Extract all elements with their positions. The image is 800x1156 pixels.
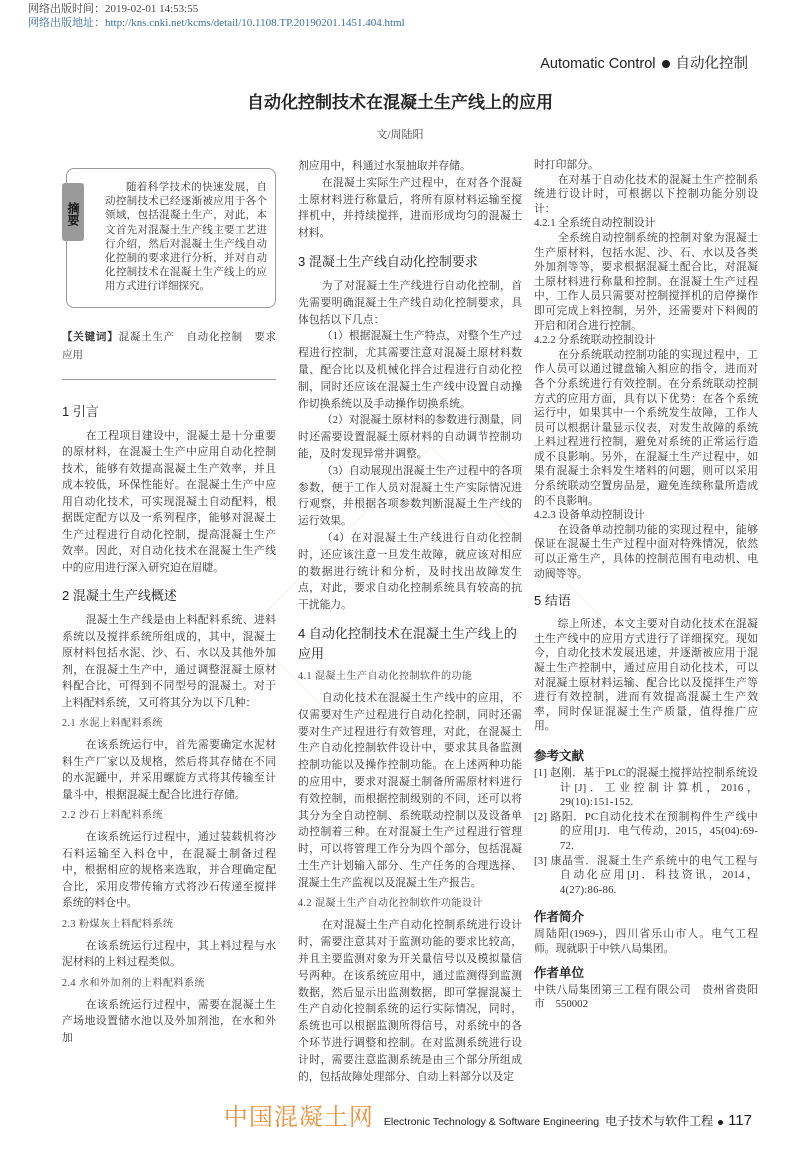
paragraph: 综上所述，本文主要对自动化技术在混凝土生产线中的应用方式进行了详细探究。现如今，自动化技术发展迅速，并逐渐被应用于混凝土生产控制中，通过应用自动化技术，可以对混凝土原材料运输、配合比以及搅拌生产等进行有效控制，进而有效提高混凝土生产效率，同时保证混凝土生产质量，值得推广应用。	[534, 618, 758, 733]
url-link[interactable]: http://kns.cnki.net/kcms/detail/10.1108.TP.20190201.1451.404.html	[105, 17, 405, 29]
paragraph: 为了对混凝土生产线进行自动化控制，首先需要明确混凝土生产线自动化控制要求，具体包括以下几点：	[298, 279, 522, 326]
heading-s5: 5 结语	[534, 593, 571, 609]
heading-s4: 4 自动化控制技术在混凝土生产线上的应用	[298, 625, 517, 661]
paragraph: 混凝土生产线是由上料配料系统、进料系统以及搅拌系统所组成的，其中，混凝土原材料包括水泥、沙、石、水以及其他外加剂，在混凝土生产中，通过调整混凝土原材料配合比，可得到不同型号的混凝土。对于上料配料系统，又可将其分为以下几种：	[62, 614, 276, 709]
article-columns	[0, 158, 800, 1085]
article-author: 文/周陆阳	[376, 129, 424, 141]
time-label: 网络出版时间：	[28, 3, 105, 15]
heading-s423: 4.2.3 设备单动控制设计	[534, 509, 645, 522]
paragraph: 在设备单动控制功能的实现过程中，能够保证在混凝土生产过程中面对特殊情况，依然可以正常生产，具体的控制范围有电动机、电动阀等等。	[534, 523, 758, 580]
page-footer	[0, 1085, 800, 1156]
keywords	[62, 328, 287, 365]
article-title: 自动化控制技术在混凝土生产线上的应用	[247, 93, 553, 112]
heading-s422: 4.2.2 分系统联动控制设计	[534, 334, 656, 347]
requirement-4: （4）在对混凝土生产线进行自动化控制时，还应该注意一旦发生故障，就应该对相应的数据进行统计和分析，及时找出故障发生点，对此，要求自动化控制系统具有较高的抗干扰能力。	[298, 531, 522, 612]
section-tag-cn: 自动化控制	[675, 56, 748, 72]
requirement-3: （3）自动展现出混凝土生产过程中的各项参数，便于工作人员对混凝土生产实际情况进行观察，并根据各项参数判断混凝土生产线的运行效果。	[298, 464, 522, 528]
reference-item: [2] 路阳．PC自动化技术在预制构件生产线中的应用[J]．电气传动，2015，45(04):69-72.	[534, 810, 758, 852]
section-tag	[540, 52, 748, 73]
time-value: 2019-02-01 14:53:55	[105, 3, 199, 15]
middle-column	[298, 158, 522, 1085]
right-column	[534, 158, 758, 1012]
heading-s1: 1 引言	[62, 403, 99, 419]
author-bio-text: 周陆阳(1969-)，四川省乐山市人。电气工程师。现就职于中铁八局集团。	[534, 928, 758, 955]
paragraph: 在该系统运行中，首先需要确定水泥材料生产厂家以及规格，然后将其存储在不同的水泥罐中，并采用螺旋方式将其传输至计量斗中，根据混凝土配合比进行存储。	[62, 739, 276, 801]
heading-s2: 2 混凝土生产线概述	[62, 588, 177, 604]
url-label: 网络出版地址：	[28, 17, 105, 29]
journal-name-en: Electronic Technology & Software Engineering	[383, 1116, 600, 1129]
abstract-box	[66, 168, 276, 308]
paragraph: 在对混凝土生产自动化控制系统进行设计时，需要注意其对于监测功能的要求比较高，并且主要监测对象为开关量信号以及模拟量信号两种。在该系统应用中，通过监测得到监测数据，然后显示出监测数据，即可掌握混凝土生产自动化控制系统的运行实际情况，同时，系统也可以根据监测所得信号，对系统中的各个环节进行调整和控制。在对监测系统进行设计时，需要注意监测系统是由三个部分所组成的，包括故障处理部分、自动上料部分以及定	[298, 919, 522, 1083]
requirement-2: （2）对混凝土原材料的参数进行测量，同时还需要设置混凝土原材料的自动调节控制功能，及时发现异常并调整。	[298, 414, 522, 460]
bullet-dot-icon	[662, 60, 670, 68]
paragraph: 在工程项目建设中，混凝土是十分重要的原材料，在混凝土生产中应用自动化控制技术，能够有效提高混凝土生产效率，并且成本较低，环保性能好。在混凝土生产中应用自动化技术，可实现混凝土自动配料，根据既定配方以及一系列程序，能够对混凝土生产过程进行自动化控制，提高混凝土生产效率。因此，对自动化技术在混凝土生产线中的应用进行深入研究迫在眉睫。	[62, 429, 276, 574]
heading-s421: 4.2.1 全系统自动控制设计	[534, 217, 656, 230]
keywords-text: 混凝土生产 自动化控制 要求 应用	[62, 331, 287, 361]
left-column	[62, 158, 287, 1046]
watermark-logo: 中国混凝土网	[223, 1104, 374, 1132]
paragraph: 全系统自动控制系统的控制对象为混凝土生产原材料，包括水泥、沙、石、水以及各类外加剂等等，要求根据混凝土配合比，对混凝土原材料进行称量和控制。在混凝土生产过程中，工作人员只需要对控制搅拌机的启停操作即可完成上料控制，另外，还需要对下料阀的开启和闭合进行控制。	[534, 231, 758, 332]
paragraph: 在混凝土实际生产过程中，在对各个混凝土原材料进行称量后，将所有原材料运输至搅拌机中，并持续搅拌，进而形成均匀的混凝土材料。	[298, 176, 522, 240]
paragraph: 在该系统运行过程中，需要在混凝土生产场地设置储水池以及外加剂池，在水和外加	[62, 998, 276, 1044]
paragraph: 在对基于自动化技术的混凝土生产控制系统进行设计时，可根据以下控制功能分别设计：	[534, 173, 758, 215]
reference-item: [3] 康晶雪．混凝土生产系统中的电气工程与自动化应用[J]．科技资讯，2014，4(27):86-86.	[534, 854, 758, 896]
author-unit-title: 作者单位	[534, 965, 585, 980]
section-tag-en: Automatic Control	[540, 56, 656, 72]
heading-s22: 2.2 沙石上料配料系统	[62, 810, 163, 822]
bullet-dot-icon	[718, 1120, 723, 1125]
paragraph: 在该系统运行过程中，通过装载机将沙石料运输至入料仓中，在混凝土制备过程中，根据相应的规格来选取，并合理确定配合比，采用皮带传输方式将沙石传递至搅拌系统的料仓中。	[62, 831, 276, 910]
references-title: 参考文献	[534, 748, 585, 763]
paragraph: 自动化技术在混凝土生产线中的应用，不仅需要对生产过程进行自动化控制，同时还需要对生产过程进行有效管理，对此，在混凝土生产自动化控制软件设计中，要求其具备监测控制功能以及操作控制功能。在上述两种功能的应用中，要求对混凝土制备所需原材料进行有效控制，而根据控制级别的不同，还可以将其分为全自动控制、系统联动控制以及设备单动控制着三种。在对混凝土生产过程进行管理时，可以将管理工作分为四个部分，包括混凝土生产计划输入部分、生产任务的合理选择、混凝土生产监视以及混凝土生产报告。	[298, 691, 522, 889]
heading-s41: 4.1 混凝土生产自动化控制软件的功能	[298, 670, 473, 682]
page-number: 117	[728, 1112, 752, 1130]
paragraph: 在分系统联动控制功能的实现过程中，工作人员可以通过键盘输入相应的指令，进而对各个分系统进行有效控制。在分系统联动控制方式的应用方面，具有以下优势：在各个系统运行中，如果其中一个系统发生故障，工作人员可以根据计量显示仪表，对发生故障的系统上料过程进行控制，避免对系统的正常运行造成不良影响。另外，在混凝土生产过程中，如果有混凝土余料发生堵料的问题，则可以采用分系统联动空置房品是，避免连续称量所造成的不良影响。	[534, 348, 758, 507]
online-publish-url	[28, 16, 405, 30]
heading-s3: 3 混凝土生产线自动化控制要求	[298, 253, 478, 269]
keywords-label: 【关键词】	[62, 330, 119, 343]
abstract-tab: 摘要	[62, 183, 84, 241]
divider	[62, 379, 276, 380]
requirement-1: （1）根据混凝土生产特点，对整个生产过程进行控制，尤其需要注意对混凝土原材料数量、配合比以及机械化拌合过程进行自动化控制，同时还应该在混凝土生产线中设置自动操作切换系统以及手动操作切换系统。	[298, 330, 522, 410]
journal-name-cn: 电子技术与软件工程	[605, 1114, 714, 1129]
author-bio-title: 作者简介	[534, 910, 585, 925]
paragraph-continued: 剂应用中，科通过水泵抽取并存储。	[298, 160, 471, 172]
heading-s21: 2.1 水泥上料配料系统	[62, 718, 163, 730]
heading-s23: 2.3 粉煤灰上料配料系统	[62, 918, 174, 930]
author-unit-text: 中铁八局集团第三工程有限公司 贵州省贵阳市 550002	[534, 983, 758, 1011]
heading-s42: 4.2 混凝土生产自动化控制软件功能设计	[298, 898, 483, 910]
paragraph: 在该系统运行过程中，其上料过程与水泥材料的上料过程类似。	[62, 939, 276, 969]
online-publish-time	[28, 2, 198, 16]
heading-s24: 2.4 水和外加剂的上料配料系统	[62, 977, 205, 989]
abstract-text: 随着科学技术的快速发展，自动控制技术已经逐渐被应用于各个领域，包括混凝土生产，对此，本文首先对混凝土生产线主要工艺进行介绍，然后对混凝土生产线自动化控制的要求进行分析，并对自动化控制技术在混凝土生产线上的应用方式进行详细探究。	[105, 182, 267, 293]
reference-item: [1] 赵刚．基于PLC的混凝土搅拌站控制系统设计[J]．工业控制计算机，2016，29(10):151-152.	[534, 766, 758, 809]
paragraph-continued: 时打印部分。	[534, 159, 599, 171]
page-header	[0, 0, 800, 158]
